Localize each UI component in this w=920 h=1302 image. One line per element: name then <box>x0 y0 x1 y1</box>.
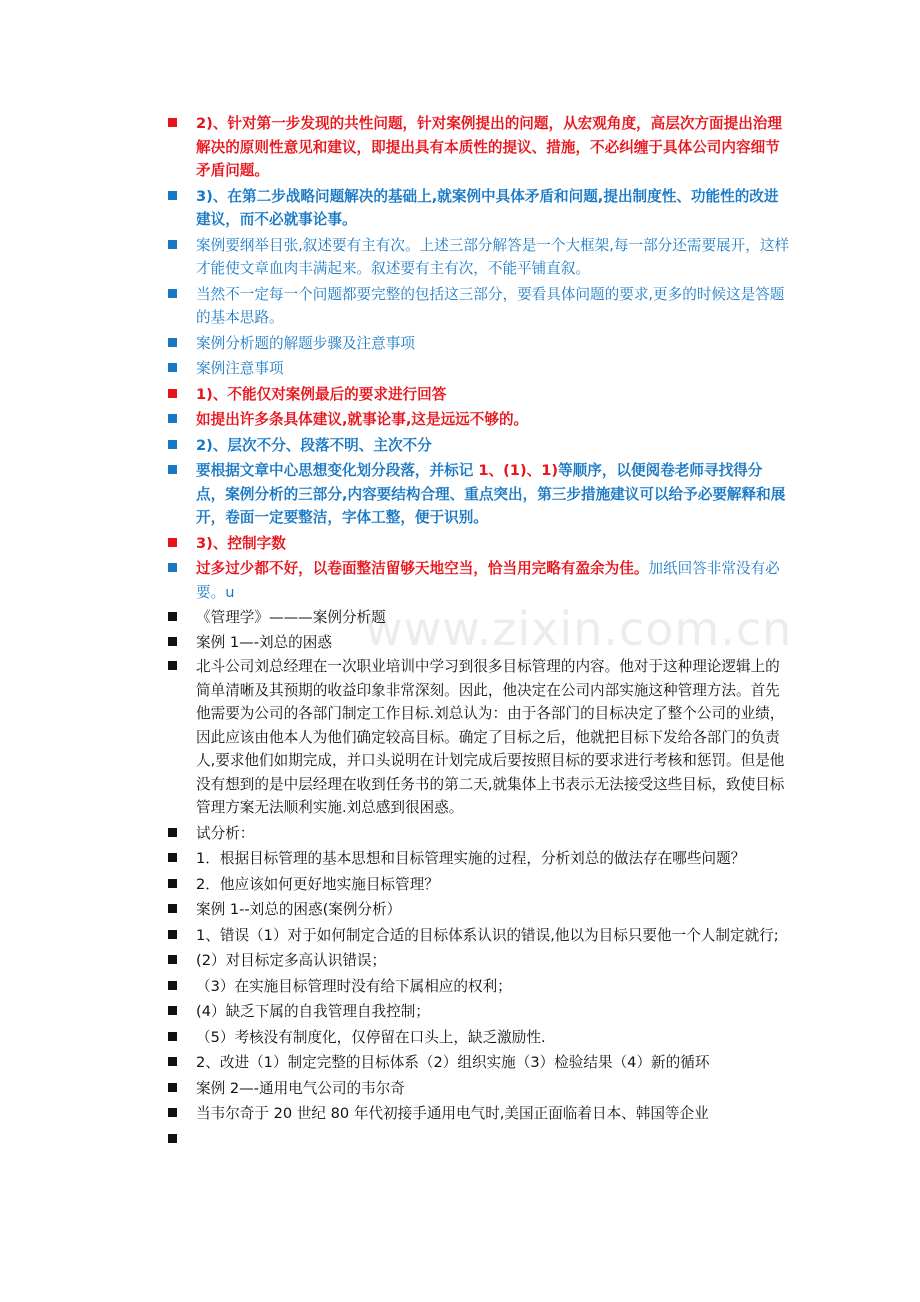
list-item <box>160 1102 790 1126</box>
list-item <box>160 606 790 630</box>
list-item-text: 案例注意事项 <box>196 360 284 377</box>
text-part: 过多过少都不好，以卷面整洁留够天地空当，恰当用完略有盈余为佳。 <box>196 560 649 577</box>
list-item-text: 2．他应该如何更好地实施目标管理？ <box>196 875 439 893</box>
square-bullet-icon <box>168 191 177 200</box>
square-bullet-icon <box>168 1108 177 1117</box>
square-bullet-icon <box>168 563 177 572</box>
list-item-text: 案例 2—-通用电气公司的韦尔奇 <box>196 1079 405 1097</box>
square-bullet-icon <box>168 828 177 837</box>
square-bullet-icon <box>168 389 177 398</box>
list-item <box>160 631 790 655</box>
list-item-text: (2）对目标定多高认识错误； <box>196 952 387 969</box>
square-bullet-icon <box>168 1057 177 1066</box>
square-bullet-icon <box>168 1083 177 1092</box>
list-item <box>160 898 790 922</box>
list-item-text: 《管理学》———案例分析题 <box>196 609 386 626</box>
list-item-text: 3)、在第二步战略问题解决的基础上,就案例中具体矛盾和问题,提出制度性、功能性的改进建议，而不必就事论事。 <box>196 187 779 228</box>
list-item <box>160 655 790 820</box>
list-item <box>160 112 790 183</box>
list-item-text: (4）缺乏下属的自我管理自我控制； <box>196 1003 430 1020</box>
square-bullet-icon <box>168 465 177 474</box>
square-bullet-icon <box>168 363 177 372</box>
square-bullet-icon <box>168 440 177 449</box>
list-item <box>160 283 790 330</box>
list-item-text: 1)、不能仅对案例最后的要求进行回答 <box>196 385 447 403</box>
list-item <box>160 434 790 458</box>
list-item <box>160 234 790 281</box>
list-item-text: 1．根据目标管理的基本思想和目标管理实施的过程，分析刘总的做法存在哪些问题？ <box>196 850 746 867</box>
list-item <box>160 1051 790 1075</box>
square-bullet-icon <box>168 612 177 621</box>
list-item <box>160 408 790 432</box>
list-item <box>160 949 790 973</box>
square-bullet-icon <box>168 981 177 990</box>
square-bullet-icon <box>168 930 177 939</box>
list-item-text: 试分析： <box>196 824 255 842</box>
list-item-text: 1、错误（1）对于如何制定合适的目标体系认识的错误,他以为目标只要他一个人制定就行; <box>196 926 779 944</box>
text-part: 等顺序，以便阅卷老师寻找得分点，案例分析的三部分,内容要结构合理、重点突出，第三步措施建议可以给予必要解释和展开，卷面一定要整洁，字体工整，便于识别。 <box>196 462 786 526</box>
list-item <box>160 383 790 407</box>
list-item-text <box>196 459 790 530</box>
list-item-text: 2)、针对第一步发现的共性问题，针对案例提出的问题，从宏观角度，高层次方面提出治理解决的原则性意见和建议，即提出具有本质性的提议、措施，不必纠缠于具体公司内容细节矛盾问题。 <box>196 115 782 179</box>
list-item <box>160 873 790 897</box>
square-bullet-icon <box>168 338 177 347</box>
list-item-text: 案例分析题的解题步骤及注意事项 <box>196 334 415 352</box>
square-bullet-icon <box>168 240 177 249</box>
square-bullet-icon <box>168 1006 177 1015</box>
text-highlight: 1、(1)、1) <box>478 462 559 479</box>
list-item-text: 当然不一定每一个问题都要完整的包括这三部分，要看具体问题的要求,更多的时候这是答题的基本思路。 <box>196 285 785 326</box>
text-part: 加纸回答非常没有必要。u <box>196 560 780 601</box>
list-item <box>160 185 790 232</box>
watermark: www.zixin.com.cn <box>365 602 793 656</box>
square-bullet-icon <box>168 1134 177 1143</box>
list-item <box>160 459 790 530</box>
list-item-text: （3）在实施目标管理时没有给下属相应的权利； <box>196 977 512 995</box>
list-item <box>160 975 790 999</box>
square-bullet-icon <box>168 853 177 862</box>
list-item-text: 2)、层次不分、段落不明、主次不分 <box>196 436 432 454</box>
list-item-text: 案例 1--刘总的困惑(案例分析） <box>196 901 402 918</box>
square-bullet-icon <box>168 1032 177 1041</box>
bullet-list <box>160 112 793 1128</box>
list-item <box>160 1077 790 1101</box>
square-bullet-icon <box>168 879 177 888</box>
list-item <box>160 1000 790 1024</box>
list-item-text: 如提出许多条具体建议,就事论事,这是远远不够的。 <box>196 411 529 428</box>
square-bullet-icon <box>168 661 177 670</box>
text-part: 要根据文章中心思想变化划分段落，并标记 <box>196 462 479 479</box>
list-item <box>160 532 790 556</box>
square-bullet-icon <box>168 538 177 547</box>
list-item <box>160 357 790 381</box>
list-item-text: 案例 1—-刘总的困惑 <box>196 633 332 651</box>
square-bullet-icon <box>168 637 177 646</box>
list-item-text: 2、改进（1）制定完整的目标体系（2）组织实施（3）检验结果（4）新的循环 <box>196 1054 710 1071</box>
list-item <box>160 332 790 356</box>
list-item-text: （5）考核没有制度化，仅停留在口头上，缺乏激励性. <box>196 1028 546 1046</box>
square-bullet-icon <box>168 414 177 423</box>
list-item <box>160 822 790 846</box>
list-item <box>160 1026 790 1050</box>
list-item-text: 北斗公司刘总经理在一次职业培训中学习到很多目标管理的内容。他对于这种理论逻辑上的简单清晰及其预期的收益印象非常深刻。因此，他决定在公司内部实施这种管理方法。首先他需要为公司的各部门制定工作目标.刘总认为：由于各部门的目标决定了整个公司的业绩，因此应该由他本人为他们确定较高目标。确定了目标之后，他就把目标下发给各部门的负责人,要求他们如期完成，并口头说明在计划完成后要按照目标的要求进行考核和惩罚。但是他没有想到的是中层经理在收到任务书的第二天,就集体上书表示无法接受这些目标，致使目标管理方案无法顺利实施.刘总感到很困惑。 <box>196 658 785 816</box>
list-item-text <box>196 557 790 604</box>
list-item-text: 当韦尔奇于 20 世纪 80 年代初接手通用电气时,美国正面临着日本、韩国等企业 <box>196 1105 709 1122</box>
list-item-text: 案例要纲举目张,叙述要有主有次。上述三部分解答是一个大框架,每一部分还需要展开，这样才能使文章血肉丰满起来。叙述要有主有次，不能平铺直叙。 <box>196 236 790 277</box>
list-item <box>160 847 790 871</box>
square-bullet-icon <box>168 955 177 964</box>
square-bullet-icon <box>168 289 177 298</box>
square-bullet-icon <box>168 904 177 913</box>
list-item <box>160 557 790 604</box>
square-bullet-icon <box>168 118 177 127</box>
list-item-text: 3)、控制字数 <box>196 534 286 552</box>
list-item <box>160 924 790 948</box>
